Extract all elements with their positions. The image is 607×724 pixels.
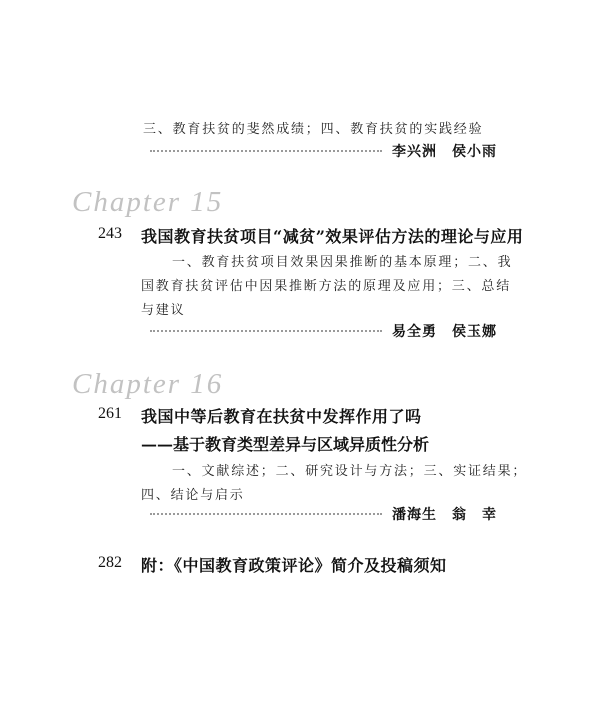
toc-authors: 李兴洲 侯小雨 <box>392 144 497 160</box>
toc-entry-title[interactable]: 我国中等后教育在扶贫中发挥作用了吗 <box>141 407 422 426</box>
toc-summary-line: 一、教育扶贫项目效果因果推断的基本原理；二、我 <box>172 255 513 270</box>
toc-entry-title[interactable]: 我国教育扶贫项目“减贫”效果评估方法的理论与应用 <box>141 227 524 246</box>
toc-page-number: 243 <box>98 225 122 242</box>
toc-summary-line: 一、文献综述；二、研究设计与方法；三、实证结果； <box>172 464 528 479</box>
toc-summary-line: 四、结论与启示 <box>141 488 245 503</box>
dot-leader <box>150 513 382 515</box>
toc-summary-line: 国教育扶贫评估中因果推断方法的原理及应用；三、总结 <box>141 279 512 294</box>
toc-authors: 潘海生 翁 幸 <box>392 507 497 523</box>
chapter-heading: Chapter 16 <box>72 368 224 400</box>
toc-page-number: 282 <box>98 554 122 571</box>
chapter-heading: Chapter 15 <box>72 186 224 218</box>
toc-authors: 易全勇 侯玉娜 <box>392 324 497 340</box>
toc-summary-line: 三、教育扶贫的斐然成绩；四、教育扶贫的实践经验 <box>143 122 484 137</box>
dot-leader <box>150 330 382 332</box>
toc-summary-line: 与建议 <box>141 303 186 318</box>
dot-leader <box>150 150 382 152</box>
toc-page-number: 261 <box>98 405 122 422</box>
toc-entry-subtitle: ——基于教育类型差异与区域异质性分析 <box>141 435 430 454</box>
toc-appendix-title[interactable]: 附：《中国教育政策评论》简介及投稿须知 <box>141 556 447 575</box>
